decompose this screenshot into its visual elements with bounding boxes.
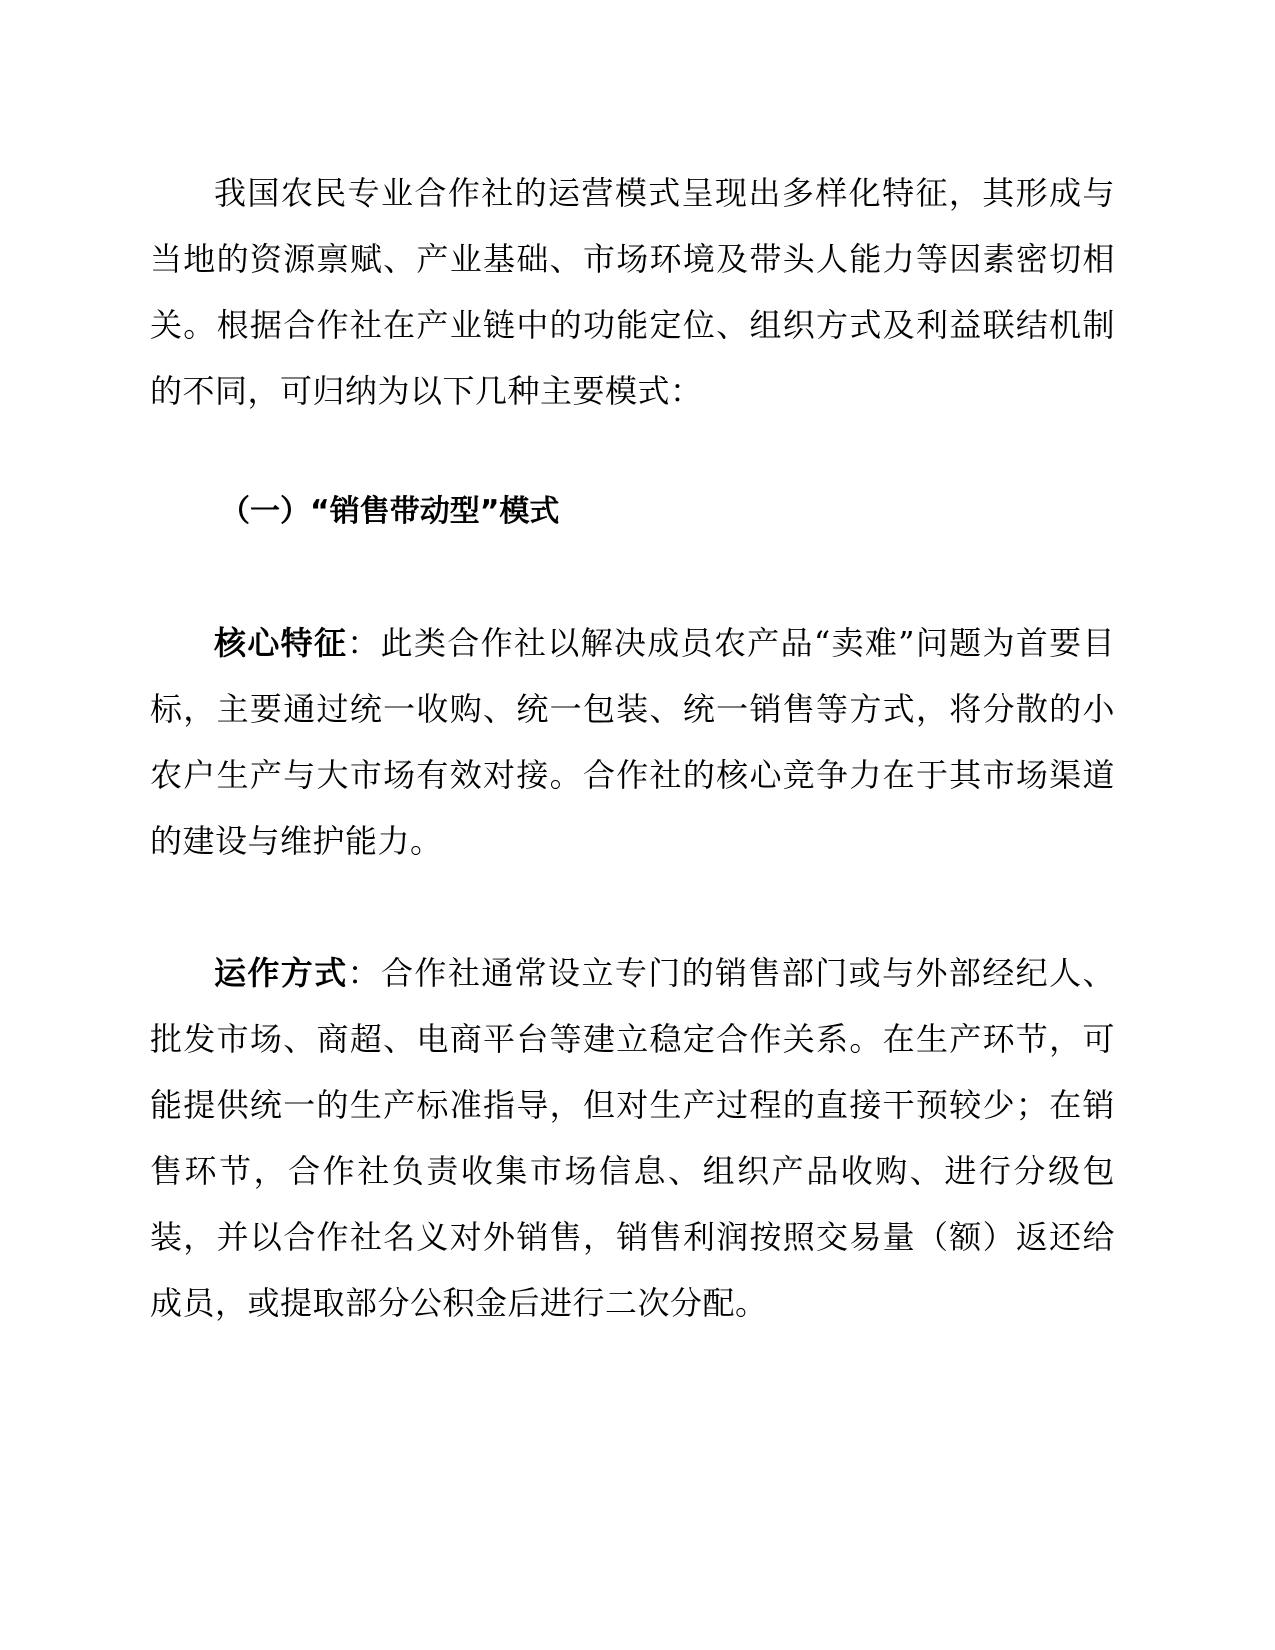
operation-text: ：合作社通常设立专门的销售部门或与外部经纪人、批发市场、商超、电商平台等建立稳定合作关系。在生产环节，可能提供统一的生产标准指导，但对生产过程的直接干预较少；在销售环节，合作社负责收集市场信息、组织产品收购、进行分级包装，并以合作社名义对外销售，销售利润按照交易量（额）返还给成员，或提取部分公积金后进行二次分配。 [150,954,1115,1322]
spacer [150,424,1115,490]
core-features-label: 核心特征 [214,624,348,662]
section-heading: （一）“销售带动型”模式 [220,494,560,529]
operation-paragraph [150,940,1115,1336]
operation-label: 运作方式 [214,954,348,992]
document-body [150,160,1115,1336]
core-features-paragraph [150,610,1115,874]
intro-paragraph: 我国农民专业合作社的运营模式呈现出多样化特征，其形成与当地的资源禀赋、产业基础、市场环境及带头人能力等因素密切相关。根据合作社在产业链中的功能定位、组织方式及利益联结机制的不同，可归纳为以下几种主要模式： [150,174,1115,410]
core-features-text: ：此类合作社以解决成员农产品“卖难”问题为首要目标，主要通过统一收购、统一包装、统一销售等方式，将分散的小农户生产与大市场有效对接。合作社的核心竞争力在于其市场渠道的建设与维护能力。 [150,624,1115,860]
spacer [150,874,1115,940]
spacer [150,534,1115,610]
